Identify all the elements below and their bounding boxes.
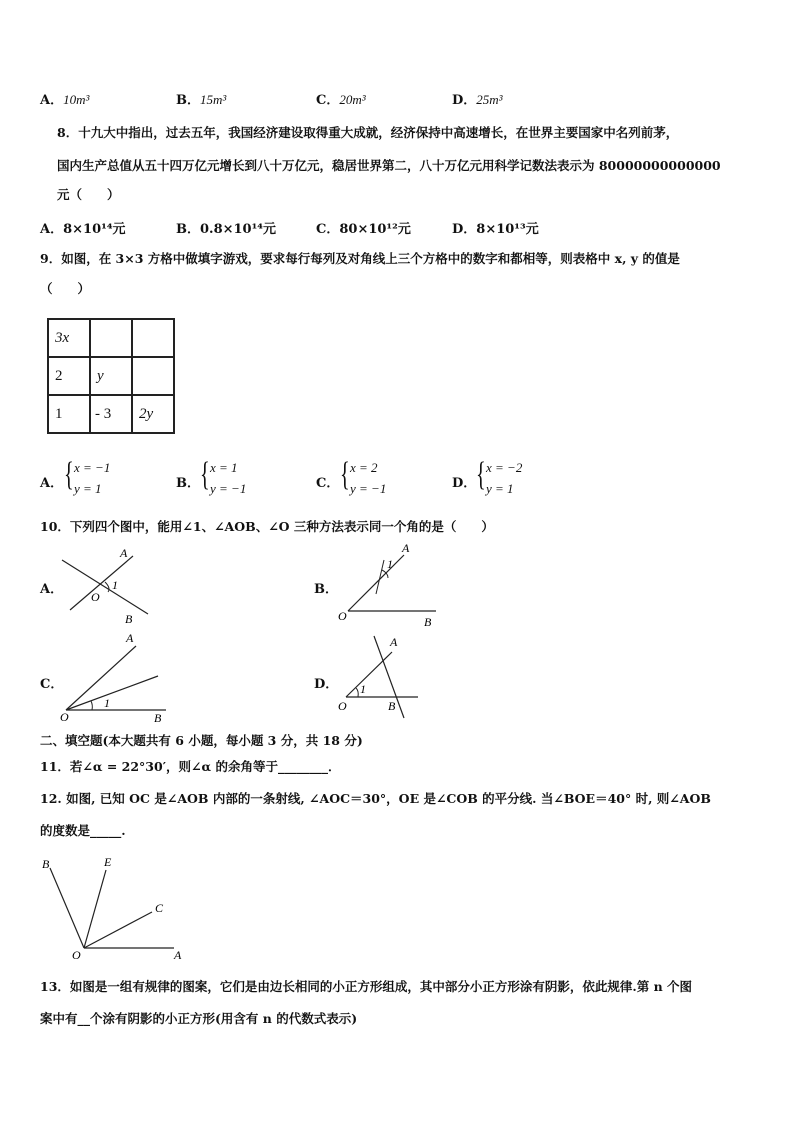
q8-option-a: A．8×10¹⁴元 (40, 222, 126, 237)
q10-option-a-label: A． (40, 582, 64, 597)
label-1: 1 (387, 557, 393, 571)
label-a: A (402, 541, 410, 555)
q9-option-b-letter: B． (176, 476, 200, 491)
q7-option-a: A．10m³ (40, 92, 90, 108)
label-1: 1 (360, 682, 366, 696)
grid-cell: 2y (132, 395, 174, 433)
q10-figure-b (332, 540, 442, 630)
q13-text-line2: 案中有__个涂有阴影的小正方形(用含有 n 的代数式表示) (40, 1011, 358, 1026)
q10-option-d-label: D． (314, 677, 339, 692)
q8-option-d: D．8×10¹³元 (452, 222, 539, 237)
q9-text-line2: （ ） (40, 281, 91, 296)
q12-text-line2: 的度数是_____. (40, 823, 126, 838)
q8-text-line1: 8．十九大中指出，过去五年，我国经济建设取得重大成就，经济保持中高速增长，在世界主要国家中名列前茅， (57, 125, 679, 140)
q11-text: 11．若∠α = 22°30′，则∠α 的余角等于________． (40, 759, 341, 774)
q10-figure-a (58, 544, 168, 626)
label-1: 1 (104, 696, 110, 710)
q8-option-b: B．0.8×10¹⁴元 (176, 222, 276, 237)
label-a: A (126, 631, 134, 645)
q12-figure (34, 852, 194, 964)
q7-option-c: C．20m³ (316, 92, 366, 108)
q9-option-c-letter: C． (316, 476, 340, 491)
grid-cell: 3x (48, 319, 90, 357)
q12-text-line1: 12. 如图, 已知 OC 是∠AOB 内部的一条射线, ∠AOC＝30°，OE 是∠COB 的平分线. 当∠BOE＝40° 时, 则∠AOB (40, 791, 711, 806)
label-1: 1 (112, 578, 118, 592)
q10-option-b-label: B． (314, 582, 338, 597)
q8-text-line2: 国内生产总值从五十四万亿元增长到八十万亿元，稳居世界第二，八十万亿元用科学记数法表示为 80000000000000 (57, 158, 721, 173)
label-b: B (125, 612, 133, 626)
grid-cell: y (90, 357, 132, 395)
q8-text-line3: 元（ ） (57, 187, 120, 202)
label-a: A (390, 635, 398, 649)
label-b: B (42, 857, 50, 871)
label-a: A (120, 546, 128, 560)
label-b: B (424, 615, 432, 629)
label-c: C (155, 901, 164, 915)
label-o: O (338, 609, 347, 623)
label-o: O (338, 699, 347, 713)
label-b: B (388, 699, 396, 713)
q9-text-line1: 9．如图，在 3×3 方格中做填字游戏，要求每行每列及对角线上三个方格中的数字和都相等，则表格中 x, y 的值是 (40, 251, 680, 266)
q7-option-d: D．25m³ (452, 92, 503, 108)
q10-figure-d (332, 632, 427, 722)
label-b: B (154, 711, 162, 725)
q9-option-d-letter: D． (452, 476, 477, 491)
grid-cell: - 3 (90, 395, 132, 433)
grid-cell: 1 (48, 395, 90, 433)
q13-text-line1: 13．如图是一组有规律的图案，它们是由边长相同的小正方形组成，其中部分小正方形涂有阴影，依此规律.第 n 个图 (40, 979, 693, 994)
grid-cell (90, 319, 132, 357)
label-a: A (174, 948, 182, 962)
q10-option-c-label: C． (40, 677, 64, 692)
label-o: O (60, 710, 69, 724)
grid-cell (132, 357, 174, 395)
label-o: O (72, 948, 81, 962)
q8-option-c: C．80×10¹²元 (316, 222, 411, 237)
q9-grid (47, 318, 175, 434)
grid-cell: 2 (48, 357, 90, 395)
q10-text: 10．下列四个图中，能用∠1、∠AOB、∠O 三种方法表示同一个角的是（ ） (40, 519, 494, 534)
section-heading: 二、填空题(本大题共有 6 小题，每小题 3 分，共 18 分) (40, 733, 363, 748)
q10-figure-c (58, 628, 173, 726)
label-e: E (104, 855, 112, 869)
label-o: O (91, 590, 100, 604)
grid-cell (132, 319, 174, 357)
q9-option-a-letter: A． (40, 476, 64, 491)
q7-option-b: B．15m³ (176, 92, 227, 108)
